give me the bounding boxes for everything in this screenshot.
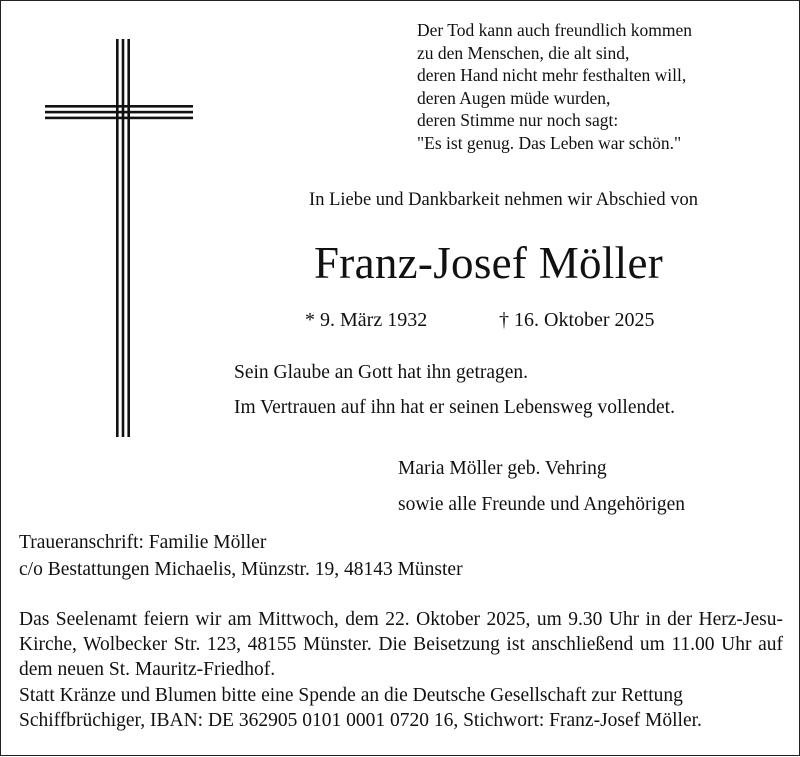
poem-line: "Es ist genug. Das Leben war schön." — [417, 132, 682, 153]
poem-line: Der Tod kann auch freundlich kommen — [417, 20, 692, 40]
deceased-name: Franz-Josef Möller — [313, 238, 664, 288]
mourning-address — [19, 529, 463, 583]
poem — [417, 19, 692, 155]
mourners — [398, 451, 685, 523]
donation-request — [19, 683, 702, 733]
death-date: † 16. Oktober 2025 — [499, 309, 655, 331]
address-line: Traueranschrift: Familie Möller — [19, 532, 267, 553]
faith-line: Im Vertrauen auf ihn hat er seinen Lebensweg vollendet. — [234, 397, 675, 418]
birth-date: * 9. März 1932 — [305, 309, 428, 331]
faith-line: Sein Glaube an Gott hat ihn getragen. — [234, 362, 529, 383]
donation-line: Statt Kränze und Blumen bitte eine Spende an die Deutsche Gesellschaft zur Rettung — [19, 685, 683, 706]
mourner-line: sowie alle Freunde und Angehörigen — [398, 494, 686, 515]
mourner-line: Maria Möller geb. Vehring — [398, 458, 607, 479]
poem-line: deren Augen müde wurden, — [417, 87, 611, 108]
service-details: Das Seelenamt feiern wir am Mittwoch, dem 22. Oktober 2025, um 9.30 Uhr in der Herz-Jesu-Kirche, Wolbecker Str. 123, 48155 Münster. Die Beisetzung ist anschließend um 11.00 Uhr auf dem neuen St. Mauritz-Friedhof. — [19, 609, 783, 680]
poem-line: deren Stimme nur noch sagt: — [417, 110, 619, 131]
farewell-intro: In Liebe und Dankbarkeit nehmen wir Abschied von — [309, 190, 698, 210]
donation-line: Schiffbrüchiger, IBAN: DE 362905 0101 0001 0720 16, Stichwort: Franz-Josef Möller. — [19, 710, 702, 731]
faith-text — [234, 355, 675, 425]
poem-line: zu den Menschen, die alt sind, — [417, 42, 630, 63]
poem-line: deren Hand nicht mehr festhalten will, — [417, 65, 687, 86]
address-line: c/o Bestattungen Michaelis, Münzstr. 19, 48143 Münster — [19, 559, 463, 580]
